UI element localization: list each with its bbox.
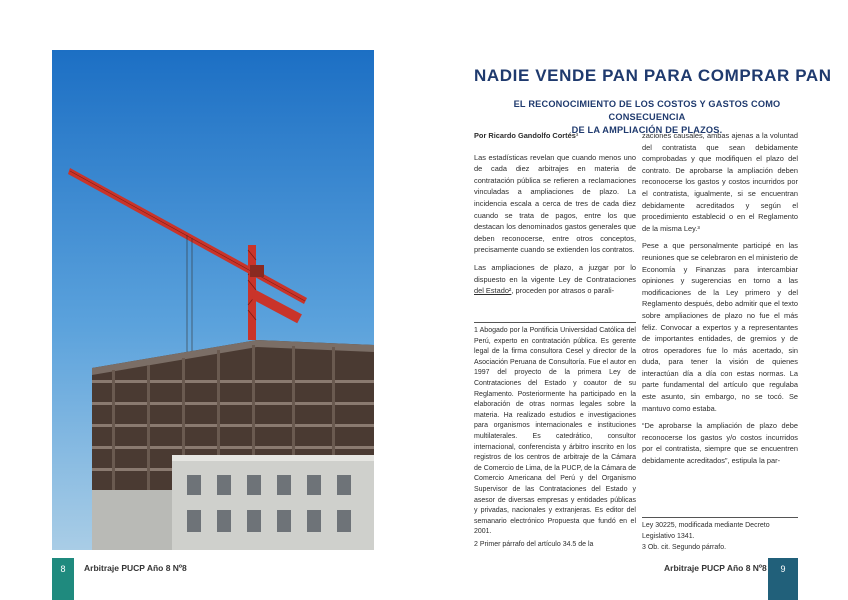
page-number-right xyxy=(768,558,798,600)
page-number-right-text: 9 xyxy=(780,564,786,574)
paragraph: Las estadísticas revelan que cuando menos uno de cada diez arbitrajes en materia de contratación pública se refieren a reclamaciones vinculadas a ampliaciones de plazo. La incidencia escala a cerca de tres de cada diez cuando se trata de pagos, entre los que destacan los denominados gastos generales que deben reconocerse, entre otros conceptos, precisamente cuando se extienden los contratos. xyxy=(474,152,636,255)
footer-left: Arbitraje PUCP Año 8 Nº8 xyxy=(84,563,187,573)
footnote-1: 1 Abogado por la Pontificia Universidad Católica del Perú, experto en contratación pública. Es gerente legal de la firma consultora Cesel y director de la Asociación Peruana de Consultoría. Fue el autor en 1997 del proyecto de la primera Ley de Contrataciones del Estado y coautor de su Reglamento. Posteriormente ha participado en la elaboración de otras normas legales sobre la materia. Ha realizado estudios e investigaciones para organismos internacionales e instituciones multilaterales. Es catedrático, consultor internacional, conferencista y árbitro inscrito en los registros de los centros de arbitraje de la Cámara de Comercio de Lima, de la PUCP, de la Cámara de Comercio Americana del Perú y del Organismo Supervisor de las Contrataciones del Estado y asesor de diversas empresas y entidades públicas y privadas, nacionales y extranjeras. Es editor del semanario electrónico Propuesta que fundó en el 2001. xyxy=(474,327,636,536)
page-number-left xyxy=(52,558,74,600)
construction-photo xyxy=(52,50,374,550)
text-column-right xyxy=(642,130,798,473)
footnote-3: 3 Ob. cit. Segundo párrafo. xyxy=(642,544,727,552)
text-column-left xyxy=(474,130,636,303)
paragraph xyxy=(474,262,636,297)
subtitle-line-1: EL RECONOCIMIENTO DE LOS COSTOS Y GASTOS COMO CONSECUENCIA xyxy=(513,99,781,122)
footnote-2-continued: Ley 30225, modificada mediante Decreto Legislativo 1341. xyxy=(642,522,770,540)
article-title: NADIE VENDE PAN PARA COMPRAR PAN xyxy=(474,66,832,85)
paragraph: zaciones causales, ambas ajenas a la voluntad del contratista que sean debidamente comprobadas y que modifiquen el plazo del contrato. De aprobarse la ampliación deben reconocerse los gastos y costos incurridos por el contratista, igualmente, si se encuentran debidamente acreditados y según el procedimiento establecid o en el Reglamento de la misma Ley.³ xyxy=(642,131,798,233)
subtitle-line-2: DE LA AMPLIACIÓN DE PLAZOS. xyxy=(571,125,723,135)
footnote-2: 2 Primer párrafo del artículo 34.5 de la xyxy=(474,540,594,548)
footnote-ref-link: del Estado² xyxy=(474,286,512,296)
author-byline: Por Ricardo Gandolfo Cortés¹ xyxy=(474,131,579,140)
paragraph: Pese a que personalmente participé en las reuniones que se celebraron en el ministerio de Economía y Finanzas para intercambiar opiniones y sugerencias en torno a las modificaciones de la Ley primero y del Reglamento después, debo admitir que el texto sobre ampliaciones de plazo no fue el más feliz. Convocar a expertos y a representantes de importantes entidades, de gremios y de otros operadores fue lo más acertado, sin duda, para tener la visión de quienes interactúan día a día con estas normas. La parte fundamental del artículo que regulaba este asunto, sin embargo, no se tocó. Se mantuvo como estaba. xyxy=(642,241,798,413)
footnotes-right xyxy=(642,517,798,555)
footnotes-left xyxy=(474,322,636,552)
building xyxy=(92,340,374,550)
page-number-left-text: 8 xyxy=(60,564,66,574)
paragraph: “De aprobarse la ampliación de plazo debe reconocerse los gastos y/o costos incurridos por el contratista, siempre que se encuentren debidamente acreditados”, estipula la par- xyxy=(642,421,798,466)
paragraph-part: , proceden por atrasos o parali- xyxy=(511,286,615,296)
paragraph-part: Las ampliaciones de plazo, a juzgar por lo dispuesto en la vigente Ley de Contrataciones xyxy=(474,262,636,284)
footer-right: Arbitraje PUCP Año 8 Nº8 xyxy=(664,563,767,573)
